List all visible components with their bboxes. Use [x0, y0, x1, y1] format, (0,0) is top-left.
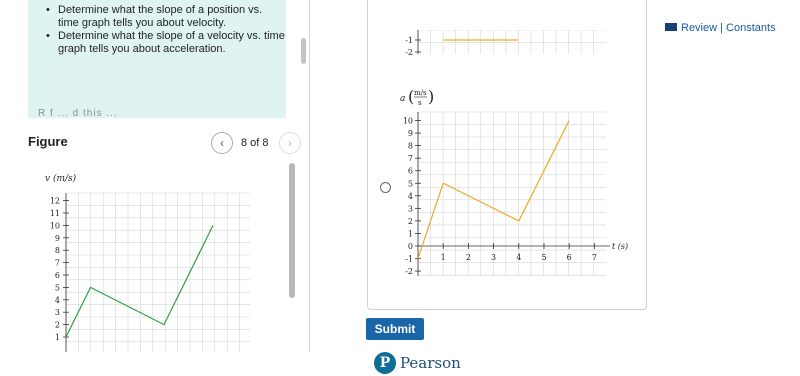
x-tick-label: 2: [465, 253, 471, 262]
velocity-time-graph: [28, 168, 258, 352]
book-icon: [665, 23, 677, 31]
x-tick-label: 6: [566, 253, 572, 262]
y-tick-label: 10: [402, 116, 413, 126]
goals-scrollbar[interactable]: [301, 38, 306, 64]
y-tick-label: 8: [407, 141, 413, 151]
next-figure-button[interactable]: [279, 132, 301, 154]
y-tick-label: 4: [407, 191, 413, 201]
goal-item: • Determine what the slope of a velocity vs. time graph tells you about acceleration.: [58, 30, 286, 56]
pane-divider[interactable]: [309, 0, 310, 352]
y-tick-label: 7: [407, 154, 413, 164]
y-tick-label: 12: [49, 196, 60, 206]
y-tick-label: 8: [54, 246, 60, 256]
y-tick-label: 6: [54, 271, 60, 280]
y-tick-label: -1: [405, 254, 413, 264]
y-axis-label-close-paren: ): [428, 87, 435, 106]
y-axis-label-numerator: m/s: [414, 89, 427, 97]
left-pane: [0, 0, 310, 352]
figure-header: [28, 128, 310, 160]
y-tick-label: -2: [405, 267, 413, 277]
y-tick-label: 9: [407, 129, 413, 139]
figure-scrollbar[interactable]: [289, 163, 295, 298]
y-tick-label: 4: [54, 295, 60, 305]
y-tick-label: 9: [54, 233, 60, 243]
previous-figure-button[interactable]: [211, 132, 233, 154]
chevron-left-icon: ‹: [220, 136, 224, 150]
x-axis-label: t (s): [612, 242, 629, 251]
y-tick-label: 2: [54, 320, 60, 330]
chevron-right-icon: ›: [288, 136, 292, 150]
y-axis-label: v (m/s): [45, 174, 77, 184]
y-tick-label: 5: [54, 283, 60, 293]
x-tick-label: 5: [541, 253, 547, 262]
x-tick-label: 3: [491, 253, 497, 262]
y-tick-label: 1: [54, 333, 60, 342]
review-constants-label: Review | Constants: [681, 22, 776, 34]
goal-item: • Determine what the slope of a position vs. time graph tells you about velocity.: [58, 4, 286, 30]
y-axis-label-symbol: a: [400, 94, 406, 104]
y-tick-label: 10: [49, 221, 60, 231]
y-tick-label: 5: [407, 179, 413, 189]
x-tick-label: 4: [516, 253, 522, 262]
learning-goals-list: [28, 4, 286, 56]
y-tick-label: 7: [54, 258, 60, 268]
pearson-wordmark: Pearson: [400, 354, 461, 372]
y-axis-label-denominator: s: [418, 99, 422, 107]
acceleration-series-line: [418, 121, 569, 259]
acceleration-time-graph: [390, 30, 640, 280]
y-tick-label: 6: [407, 166, 413, 176]
x-tick-label: 7: [591, 253, 597, 262]
y-axis-label: [400, 87, 434, 107]
y-tick-label: 0: [407, 242, 413, 251]
y-axis-label-open-paren: (: [408, 87, 415, 106]
learning-goals-box: [28, 0, 286, 118]
submit-button[interactable]: Submit: [366, 318, 424, 340]
figure-title: Figure: [28, 134, 68, 149]
y-tick-label: -2: [405, 48, 413, 57]
y-tick-label: 2: [407, 216, 413, 226]
y-tick-label: 3: [407, 204, 413, 214]
truncated-text: R f ... d this ...: [38, 108, 118, 118]
y-tick-label: 3: [54, 308, 60, 318]
pearson-p-icon: P: [374, 352, 396, 374]
x-tick-label: 1: [440, 253, 446, 262]
figure-pager: 8 of 8: [241, 137, 269, 149]
y-tick-label: 11: [49, 209, 60, 218]
review-constants-link[interactable]: [665, 22, 776, 34]
velocity-series-line: [66, 225, 213, 337]
y-tick-label: -1: [405, 36, 413, 45]
y-tick-label: 1: [407, 229, 413, 239]
